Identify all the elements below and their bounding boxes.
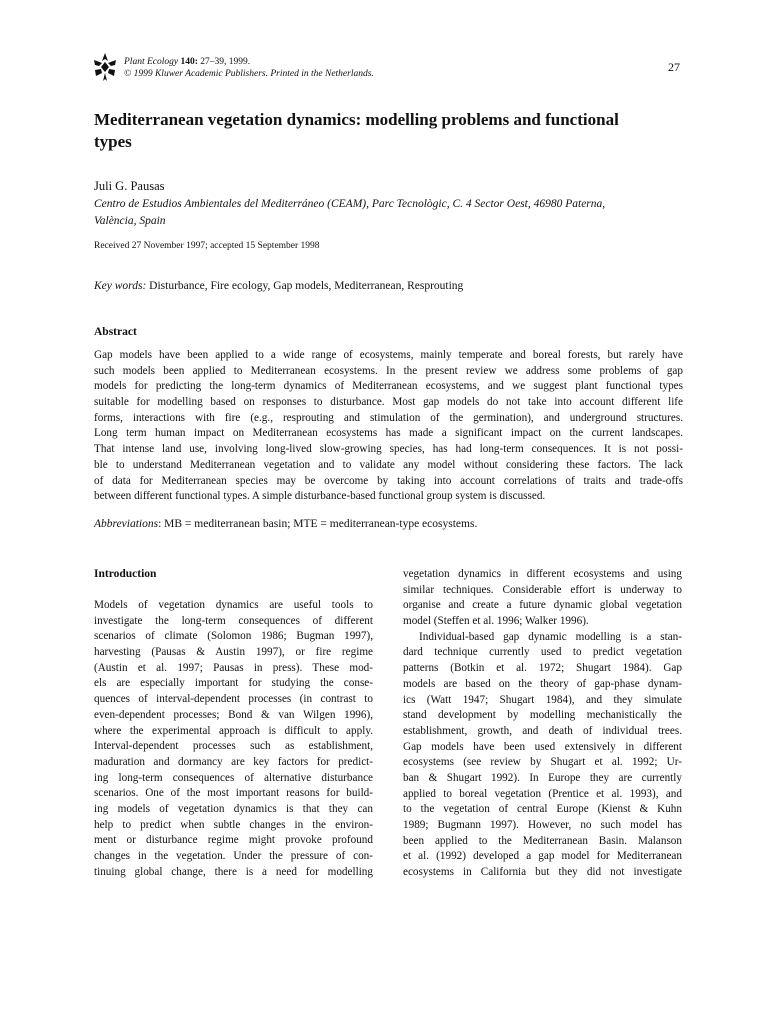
body-line: Models of vegetation dynamics are useful tools to	[94, 599, 373, 611]
body-line: Gap models have been used extensively in different	[403, 740, 682, 753]
body-line: Interval-dependent processes such as establishment,	[94, 740, 373, 753]
keywords-text: Disturbance, Fire ecology, Gap models, Mediterranean, Resprouting	[149, 280, 464, 292]
abstract-line: ble to understand Mediterranean vegetation and to validate any model without considering these factors. The lack	[94, 458, 683, 471]
body-line: patterns (Botkin et al. 1972; Shugart 1984). Gap	[403, 662, 682, 675]
abstract-line: such models been applied to Mediterranean ecosystems. In the present review we address some problems of gap	[94, 364, 683, 377]
abstract-line: forms, interactions with fire (e.g., resprouting and stimulation of the germination), and underground structures.	[94, 411, 683, 424]
body-line: been applied to the Mediterranean Basin. Malanson	[403, 834, 682, 847]
body-line: stand development by modelling mechanistically the	[403, 709, 682, 722]
body-line: Individual-based gap dynamic modelling is a stan-	[419, 630, 682, 643]
body-line: vegetation dynamics in different ecosystems and using	[403, 568, 682, 580]
abstract-line: That intense land use, involving long-lived slow-growing species, has had long-term consequences. It is not possi-	[94, 443, 683, 456]
body-line: ecosystems (see review by Shugart et al. 1992; Ur-	[403, 756, 682, 769]
body-line: ing long-term consequences of alternative disturbance	[94, 771, 373, 784]
body-line: ics (Watt 1947; Shugart 1984), and they simulate	[403, 693, 682, 706]
publisher-logo-icon	[92, 52, 118, 82]
affiliation-line: Centro de Estudios Ambientales del Mediterráneo (CEAM), Parc Tecnològic, C. 4 Sector Oest, 46980 Paterna,	[94, 198, 606, 210]
page-number: 27	[668, 60, 680, 74]
abbreviations-label: Abbreviations	[94, 518, 159, 530]
abstract-line: Long term human impact on Mediterranean ecosystems has made a significant impact on the current landscapes.	[94, 427, 683, 440]
title-line: Mediterranean vegetation dynamics: modelling problems and functional	[94, 110, 619, 129]
body-line: similar techniques. Considerable effort is underway to	[403, 583, 682, 596]
body-line: tinuing global change, there is a need for modelling	[94, 865, 373, 878]
column-right	[403, 567, 682, 881]
body-line: ban & Shugart 1992). In Europe they are currently	[403, 771, 682, 784]
journal-name: Plant Ecology	[124, 57, 179, 67]
body-line: 1989; Bugmann 1997). However, no such model has	[403, 819, 682, 831]
author-affiliation	[94, 196, 684, 230]
keywords-label: Key words:	[94, 280, 147, 292]
body-line: investigate the long-term consequences of different	[94, 614, 373, 627]
body-line: organise and create a future dynamic global vegetation	[403, 599, 682, 612]
abstract-line: Gap models have been applied to a wide range of ecosystems, mainly temperate and boreal forests, but rarely have	[94, 349, 683, 361]
abstract-line: suitable for modelling based on responses to disturbance. Most gap models do not take into account different life	[94, 396, 683, 409]
body-line: ecosystems in California but they did not investigate	[403, 866, 682, 879]
body-line: help to predict when subtle changes in the environ-	[94, 818, 373, 831]
body-line: where the experimental approach is difficult to apply.	[94, 724, 373, 737]
introduction-heading: Introduction	[94, 568, 157, 580]
body-line: scenarios of climate (Solomon 1986; Bugman 1997),	[94, 630, 373, 643]
paper-title	[94, 109, 694, 153]
body-line: harvesting (Pausas & Austin 1997), or fire regime	[94, 646, 373, 659]
body-line: els are especially important for studying the conse-	[94, 677, 373, 690]
keywords	[94, 280, 463, 292]
body-line: model (Steffen et al. 1996; Walker 1996).	[403, 615, 589, 628]
journal-pages: 27–39, 1999.	[200, 57, 251, 67]
body-line: ment or disturbance regime might provoke profound	[94, 834, 373, 847]
author-name: Juli G. Pausas	[94, 179, 165, 193]
copyright-line: © 1999 Kluwer Academic Publishers. Printed in the Netherlands.	[124, 69, 374, 79]
abstract-line: models for predicting the long-term dynamics of Mediterranean ecosystems, and we suggest plant functional types	[94, 380, 683, 393]
body-line: changes in the vegetation. Under the pressure of con-	[94, 850, 373, 862]
body-line: maduration and dormancy are key factors for predict-	[94, 755, 373, 768]
abstract-heading: Abstract	[94, 326, 137, 338]
affiliation-line: València, Spain	[94, 215, 166, 227]
body-line: et al. (1992) developed a gap model for Mediterranean	[403, 850, 682, 863]
body-line: establishment, growth, and death of individual trees.	[403, 724, 682, 737]
abstract-body	[94, 348, 683, 505]
abbreviations	[94, 518, 477, 530]
body-line: even-dependent processes; Bond & van Wilgen 1996),	[94, 708, 373, 721]
abstract-line: between different functional types. A simple disturbance-based functional group system is discussed.	[94, 490, 546, 503]
body-line: models are based on the theory of gap-phase dynam-	[403, 677, 682, 690]
body-line: applied to boreal vegetation (Prentice et al. 1993), and	[403, 787, 682, 800]
body-line: to the vegetation of central Europe (Kienst & Kuhn	[403, 803, 682, 816]
journal-citation	[124, 56, 250, 68]
abstract-line: of data for Mediterranean species may be overcome by taking into account correlations of traits and trade-offs	[94, 474, 683, 487]
journal-volume: 140:	[180, 57, 198, 67]
title-line: types	[94, 132, 132, 151]
body-line: dard technique currently used to predict vegetation	[403, 646, 682, 659]
column-left	[94, 567, 373, 880]
abbreviations-text: : MB = mediterranean basin; MTE = mediterranean-type ecosystems.	[158, 518, 478, 530]
received-dates: Received 27 November 1997; accepted 15 September 1998	[94, 241, 320, 251]
body-line: quences of interval-dependent processes (in contrast to	[94, 693, 373, 706]
body-line: scenarios. One of the most important reasons for build-	[94, 787, 373, 800]
body-line: (Austin et al. 1997; Pausas in press). These mod-	[94, 661, 373, 674]
body-line: ing models of vegetation dynamics is that they can	[94, 802, 373, 815]
